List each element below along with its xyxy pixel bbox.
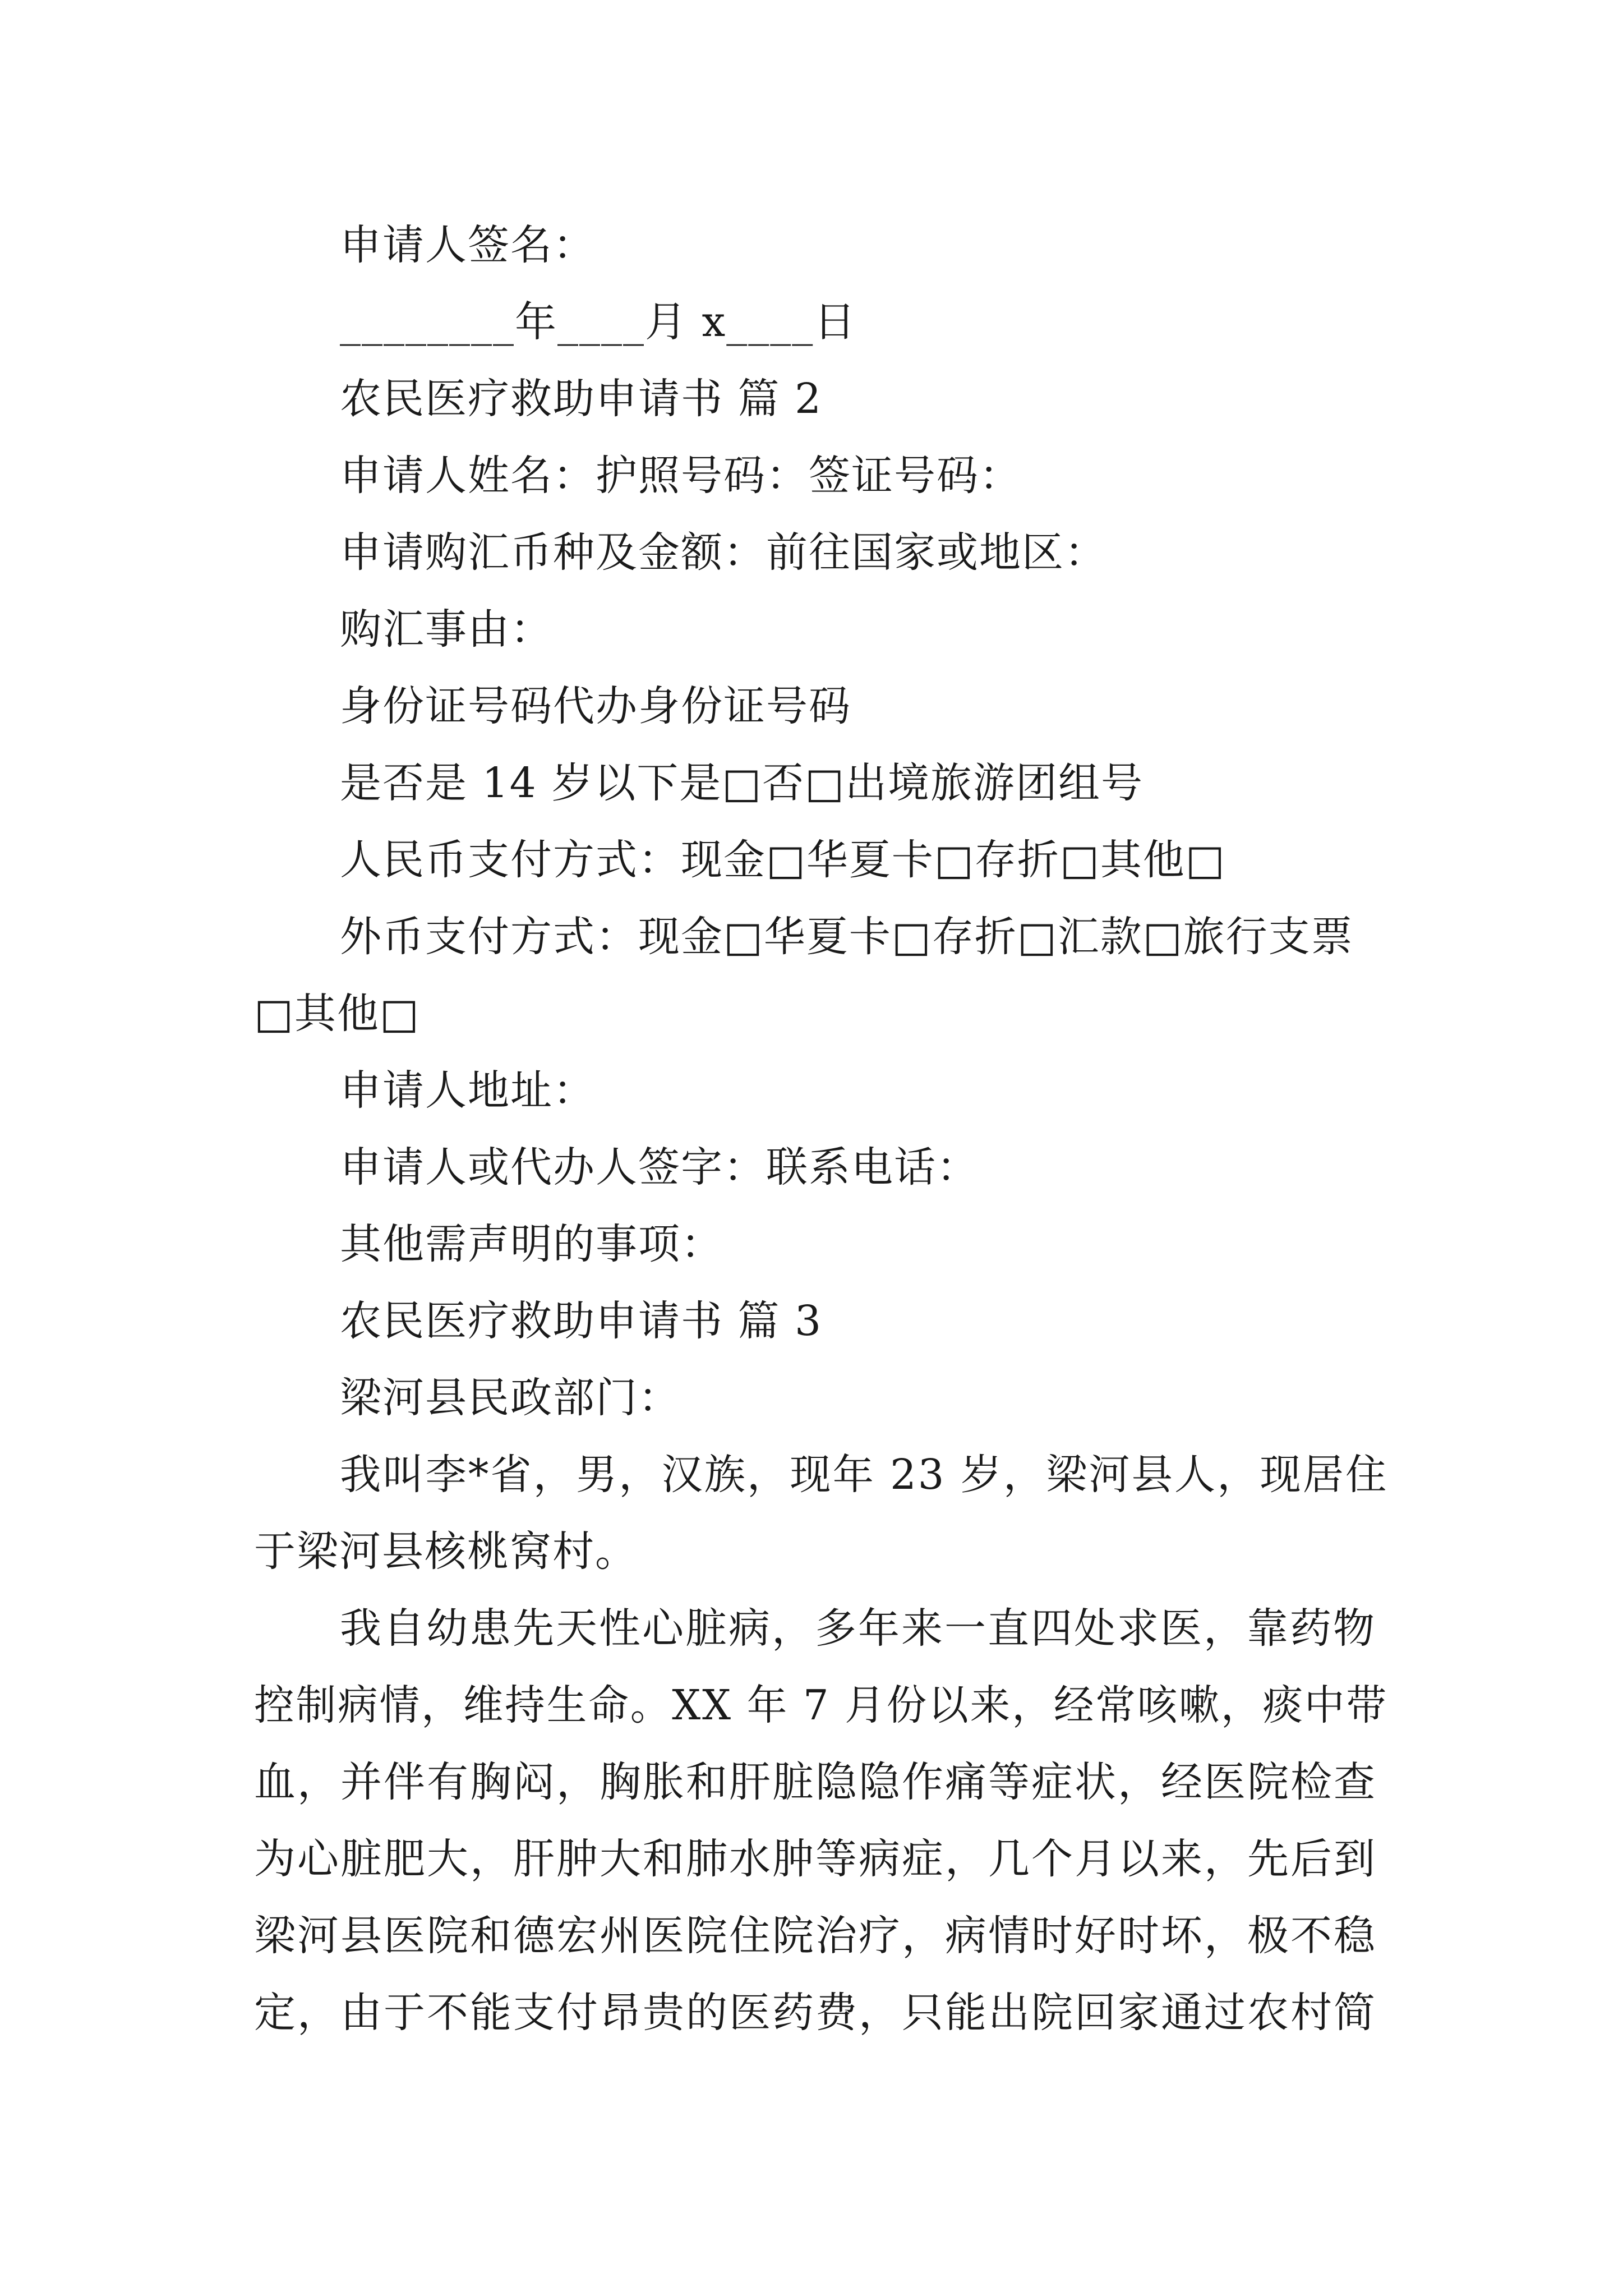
section-heading: 农民医疗救助申请书 篇 3 (340, 1297, 823, 1345)
doc-line: 申请人地址： (340, 1066, 596, 1115)
doc-line: 外币支付方式：现金□华夏卡□存折□汇款□旅行支票 (340, 913, 1354, 961)
paragraph-line: 定，由于不能支付昂贵的医药费，只能出院回家通过农村简 (254, 1989, 1377, 2037)
doc-line: ________年____月 x____日 (340, 298, 857, 346)
doc-line: 身份证号码代办身份证号码 (340, 682, 851, 730)
doc-line: 申请购汇币种及金额：前往国家或地区： (340, 528, 1107, 577)
doc-line: 申请人签名： (340, 221, 596, 269)
paragraph-line: 梁河县医院和德宏州医院住院治疗，病情时好时坏，极不稳 (254, 1912, 1377, 1960)
paragraph-line: 我叫李*省，男，汉族，现年 23 岁，梁河县人，现居住 (340, 1451, 1389, 1499)
paragraph-line: 我自幼患先天性心脏病，多年来一直四处求医，靠药物 (340, 1604, 1376, 1653)
paragraph-line: 控制病情，维持生命。XX 年 7 月份以来，经常咳嗽，痰中带 (254, 1681, 1388, 1729)
section-heading: 农民医疗救助申请书 篇 2 (340, 375, 823, 423)
paragraph-line: 于梁河县核桃窝村。 (254, 1527, 638, 1576)
doc-line: □其他□ (254, 990, 420, 1038)
paragraph-line: 血，并伴有胸闷，胸胀和肝脏隐隐作痛等症状，经医院检查 (254, 1758, 1377, 1806)
doc-line: 购汇事由： (340, 605, 553, 654)
doc-line: 梁河县民政部门： (340, 1374, 681, 1422)
doc-line: 申请人或代办人签字：联系电话： (340, 1143, 979, 1191)
doc-line: 其他需声明的事项： (340, 1220, 723, 1268)
doc-line: 人民币支付方式：现金□华夏卡□存折□其他□ (340, 836, 1226, 884)
doc-line: 是否是 14 岁以下是□否□出境旅游团组号 (340, 759, 1144, 807)
doc-line: 申请人姓名：护照号码：签证号码： (340, 452, 1022, 500)
paragraph-line: 为心脏肥大，肝肿大和肺水肿等病症，几个月以来，先后到 (254, 1835, 1377, 1883)
